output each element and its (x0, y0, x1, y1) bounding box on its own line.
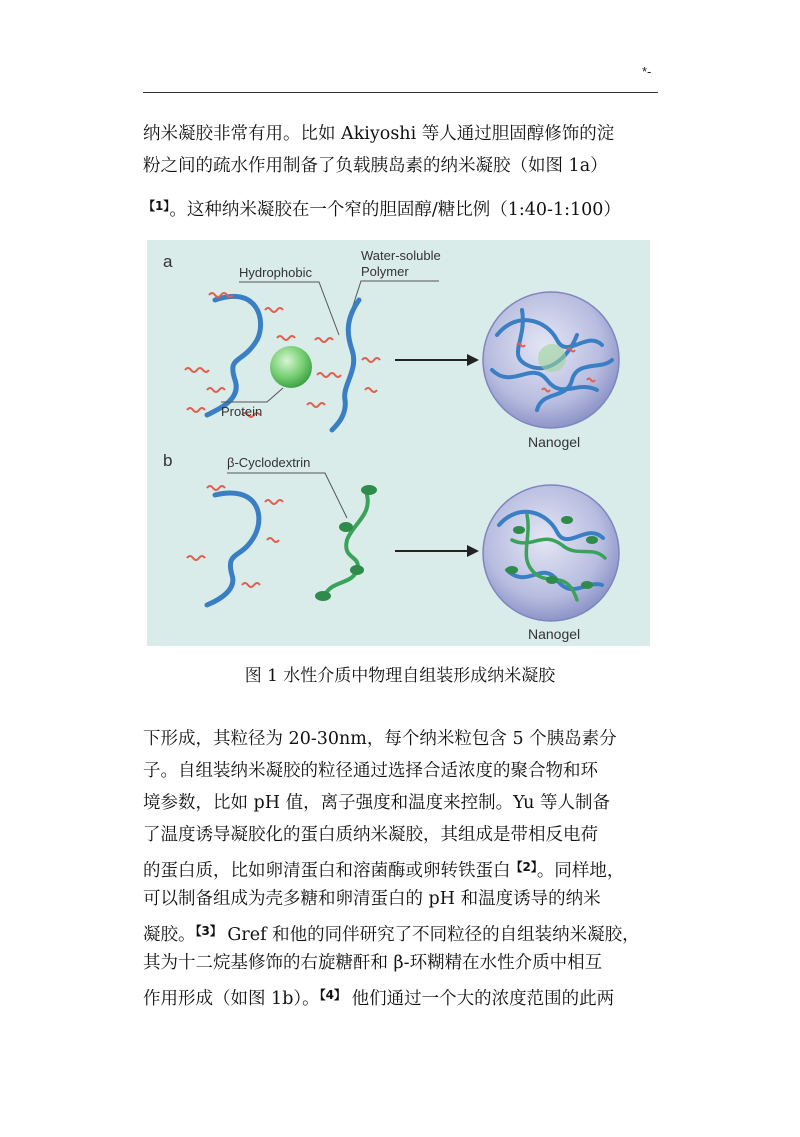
text-line: 子。自组装纳米凝胶的粒径通过选择合适浓度的聚合物和环 (143, 761, 598, 781)
figure-1 (147, 240, 650, 646)
label-nanogel-b: Nanogel (528, 626, 581, 642)
text-line: 其为十二烷基修饰的右旋糖酐和 β-环糊精在水性介质中相互 (143, 953, 603, 973)
panel-b-letter: b (163, 451, 173, 470)
citation-ref: 【1】 (143, 199, 170, 213)
label-cyclodextrin: β-Cyclodextrin (227, 455, 311, 470)
figure-caption: 图 1 水性介质中物理自组装形成纳米凝胶 (244, 666, 556, 686)
paragraph-bottom (143, 723, 663, 1011)
hydrophobic-groups-b (187, 486, 283, 587)
text-line (143, 915, 663, 947)
protein-sphere (270, 346, 312, 388)
paragraph-top (143, 118, 663, 222)
citation-ref: 【4】 (319, 988, 347, 1002)
citation-ref: 【2】 (510, 860, 537, 874)
text-span: 。同样地， (536, 861, 625, 881)
arrow-b-head (467, 545, 479, 557)
figure-illustration (147, 240, 650, 646)
text-line: 可以制备组成为壳多糖和卵清蛋白的 pH 和温度诱导的纳米 (143, 889, 601, 909)
text-span: 凝胶。 (143, 925, 196, 945)
text-span: 。这种纳米凝胶在一个窄的胆固醇/糖比例（1:40-1:100） (169, 200, 621, 220)
header-rule (143, 92, 658, 93)
leader-line (350, 281, 439, 315)
text-line: 了温度诱导凝胶化的蛋白质纳米凝胶，其组成是带相反电荷 (143, 825, 598, 845)
text-line (143, 190, 663, 222)
label-hydrophobic: Hydrophobic (239, 265, 312, 280)
text-line (143, 979, 663, 1011)
text-span: 的蛋白质，比如卵清蛋白和溶菌酶或卵转铁蛋白 (143, 861, 511, 881)
panel-a-letter: a (163, 252, 173, 271)
text-span: Gref 和他的同伴研究了不同粒径的自组装纳米凝胶， (221, 925, 640, 945)
text-line: 境参数，比如 pH 值，离子强度和温度来控制。Yu 等人制备 (143, 793, 610, 813)
encapsulated-protein (538, 344, 566, 372)
label-protein: Protein (221, 404, 263, 419)
label-water-soluble: Water-soluble (361, 248, 441, 263)
text-line: 粉之间的疏水作用制备了负载胰岛素的纳米凝胶（如图 1a） (143, 156, 608, 176)
header-mark: *- (642, 64, 652, 79)
label-nanogel-a: Nanogel (528, 434, 581, 450)
text-span: 他们通过一个大的浓度范围的此两 (346, 989, 615, 1009)
text-span: 作用形成（如图 1b）。 (143, 989, 320, 1009)
text-line (143, 851, 663, 883)
label-polymer: Polymer (361, 264, 409, 279)
text-line: 下形成，其粒径为 20-30nm，每个纳米粒包含 5 个胰岛素分 (143, 729, 617, 749)
text-line: 纳米凝胶非常有用。比如 Akiyoshi 等人通过胆固醇修饰的淀 (143, 124, 615, 144)
citation-ref: 【3】 (195, 924, 222, 938)
cyclodextrin-chain (325, 495, 368, 595)
arrow-a-head (467, 354, 479, 366)
polymer-chain-b (207, 493, 259, 605)
